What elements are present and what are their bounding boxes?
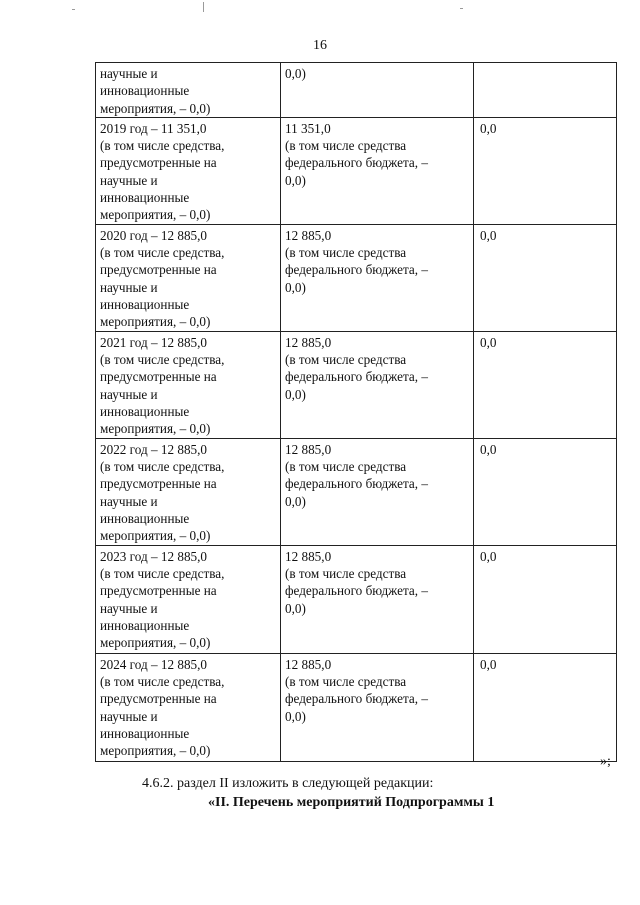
amendment-instruction: 4.6.2. раздел II изложить в следующей редакции: <box>142 776 434 791</box>
cell-federal: 12 885,0 (в том числе средства федерального бюджета, – 0,0) <box>281 224 474 331</box>
page-number: 16 <box>313 38 327 53</box>
scan-artifact-right <box>460 8 463 9</box>
cell-other: 0,0 <box>474 545 617 653</box>
cell-federal: 12 885,0 (в том числе средства федерального бюджета, – 0,0) <box>281 438 474 545</box>
table-row <box>96 224 617 331</box>
table-row <box>96 438 617 545</box>
cell-federal: 12 885,0 (в том числе средства федерального бюджета, – 0,0) <box>281 653 474 761</box>
cell-other: 0,0 <box>474 224 617 331</box>
section-heading: «II. Перечень мероприятий Подпрограммы 1 <box>208 795 495 810</box>
cell-total: 2023 год – 12 885,0 (в том числе средства, предусмотренные на научные и инновационные мероприятия, – 0,0) <box>96 545 281 653</box>
cell-total: 2021 год – 12 885,0 (в том числе средства, предусмотренные на научные и инновационные мероприятия, – 0,0) <box>96 331 281 438</box>
cell-federal: 12 885,0 (в том числе средства федерального бюджета, – 0,0) <box>281 331 474 438</box>
table-row <box>96 653 617 761</box>
table-row <box>96 63 617 118</box>
cell-total: 2020 год – 12 885,0 (в том числе средства, предусмотренные на научные и инновационные мероприятия, – 0,0) <box>96 224 281 331</box>
cell-other: 0,0 <box>474 653 617 761</box>
cell-federal: 11 351,0 (в том числе средства федерального бюджета, – 0,0) <box>281 117 474 224</box>
table-row <box>96 117 617 224</box>
cell-other: 0,0 <box>474 438 617 545</box>
cell-federal: 0,0) <box>281 63 474 118</box>
cell-federal: 12 885,0 (в том числе средства федерального бюджета, – 0,0) <box>281 545 474 653</box>
scan-artifact-top <box>203 2 204 12</box>
cell-total: 2024 год – 12 885,0 (в том числе средства, предусмотренные на научные и инновационные мероприятия, – 0,0) <box>96 653 281 761</box>
cell-total: научные и инновационные мероприятия, – 0,0) <box>96 63 281 118</box>
cell-other <box>474 63 617 118</box>
closing-quote: »; <box>600 754 611 769</box>
cell-total: 2019 год – 11 351,0 (в том числе средства, предусмотренные на научные и инновационные мероприятия, – 0,0) <box>96 117 281 224</box>
cell-other: 0,0 <box>474 331 617 438</box>
scan-artifact-left <box>72 9 75 10</box>
table-row <box>96 331 617 438</box>
budget-table <box>95 62 617 762</box>
table-row <box>96 545 617 653</box>
cell-total: 2022 год – 12 885,0 (в том числе средства, предусмотренные на научные и инновационные мероприятия, – 0,0) <box>96 438 281 545</box>
cell-other: 0,0 <box>474 117 617 224</box>
